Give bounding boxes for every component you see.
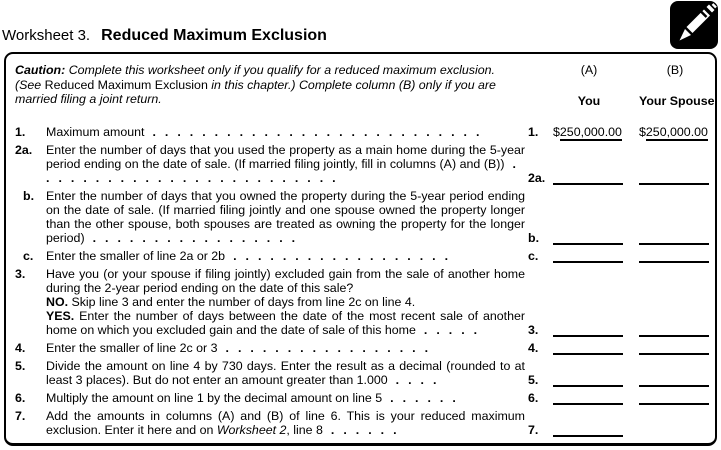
line-number: 4. <box>15 341 26 355</box>
paragraph-segment: Worksheet 2 <box>216 423 287 437</box>
answer-cell-b <box>639 324 711 337</box>
caution-text <box>15 63 496 106</box>
answer-area <box>525 391 713 405</box>
line-text <box>46 409 525 437</box>
column-sublabel-row <box>525 94 713 108</box>
entry-blank-a[interactable] <box>553 424 623 437</box>
dot-leader: .​.​.​.​.​. <box>330 423 406 437</box>
paragraph-segment: Enter the smaller of line 2c or 3 <box>46 341 218 355</box>
column-letter-row <box>525 63 713 77</box>
line-paragraph <box>46 125 525 139</box>
worksheet-row <box>15 249 713 263</box>
line-text <box>46 125 525 139</box>
line-text <box>46 359 525 387</box>
worksheet-row <box>15 409 713 437</box>
amount-number: 250,000.00 <box>559 125 622 139</box>
entry-blank-a[interactable] <box>553 392 623 405</box>
worksheet-row <box>15 143 713 185</box>
line-number: 2a. <box>15 143 33 157</box>
entry-blank-a[interactable] <box>553 250 623 263</box>
line-text <box>46 143 525 185</box>
paragraph-segment: Enter the number of days that you used the property as a main home during the 5-year period ending on the date of sale. (If married filing jointly, fill in columns (A) and (B)) <box>46 143 525 171</box>
paragraph-segment: NO. <box>46 295 69 309</box>
answer-line-number: 4. <box>528 341 539 355</box>
answer-line-number: b. <box>528 231 540 245</box>
answer-cell-a <box>553 250 625 263</box>
line-number: 3. <box>15 267 26 281</box>
paragraph-segment: , line 8 <box>286 423 323 437</box>
dollar-sign: $ <box>639 125 646 139</box>
worksheet-row <box>15 189 713 245</box>
dot-leader: .​.​.​.​.​.​.​.​.​.​.​.​.​.​.​.​.​.​.​.​.​.​.​.​.​.​. <box>152 125 489 139</box>
answer-cell-a <box>553 232 625 245</box>
paragraph-segment: Divide the amount on line 4 by 730 days. Enter the result as a decimal (rounded to at least 3 places). But do not enter an amount greater than 1.000 <box>46 359 525 387</box>
answer-line-number: 2a. <box>528 171 546 185</box>
amount-number: 250,000.00 <box>645 125 708 139</box>
worksheet-row <box>15 341 713 355</box>
paragraph-segment: YES. <box>46 309 75 323</box>
line-text <box>46 267 525 337</box>
dot-leader: .​.​.​.​.​.​.​.​.​.​.​.​.​.​.​.​.​.​.​.​.​.​.​.​. <box>46 157 525 185</box>
dot-leader: .​.​.​.​. <box>423 323 487 337</box>
line-number: 7. <box>15 409 26 423</box>
dot-leader: .​.​.​.​.​.​.​.​.​.​.​.​.​.​.​.​. <box>225 341 438 355</box>
answer-area <box>525 323 713 337</box>
line-paragraph <box>46 295 525 309</box>
amount-value-a <box>553 125 622 139</box>
amount-value-b <box>639 125 708 139</box>
entry-blank-b[interactable] <box>639 324 709 337</box>
answer-cell-b <box>639 342 711 355</box>
line-text <box>46 249 525 263</box>
paragraph-segment: Skip line 3 and enter the number of days from line 2c on line 4. <box>68 295 416 309</box>
paragraph-segment: Enter the smaller of line 2a or 2b <box>46 249 226 263</box>
answer-line-number: 7. <box>528 423 539 437</box>
paragraph-segment: Add the amounts in columns (A) and (B) of line 6. This is your reduced maximum exclusion. Enter it here and on <box>46 409 525 437</box>
line-number: b. <box>23 189 35 203</box>
answer-area <box>525 249 713 263</box>
line-text <box>46 341 525 355</box>
answer-line-number: c. <box>528 249 539 263</box>
entry-blank-a[interactable] <box>553 374 623 387</box>
entry-blank-a[interactable] <box>553 342 623 355</box>
line-text <box>46 189 525 245</box>
answer-cell-b <box>639 374 711 387</box>
line-paragraph <box>46 391 525 405</box>
dollar-sign: $ <box>553 125 560 139</box>
answer-line-number: 1. <box>528 125 539 139</box>
entry-blank-a[interactable] <box>553 172 623 185</box>
answer-cell-a <box>553 342 625 355</box>
line-paragraph <box>46 249 525 263</box>
answer-cell-b <box>639 125 711 139</box>
line-number: 5. <box>15 359 26 373</box>
line-number: c. <box>23 249 34 263</box>
caution-segment: Reduced Maximum Exclusion <box>44 77 208 92</box>
answer-cell-a <box>553 374 625 387</box>
caution-segment: Complete this worksheet only if you qualify for a reduced maximum exclusion. (See <box>15 63 495 92</box>
column-a-label: (A) <box>580 63 598 77</box>
answer-area <box>525 423 713 437</box>
worksheet-box <box>4 52 717 446</box>
column-headers <box>525 63 713 108</box>
entry-blank-b[interactable] <box>639 232 709 245</box>
line-paragraph <box>46 189 525 245</box>
answer-area <box>525 373 713 387</box>
line-number: 6. <box>15 391 26 405</box>
answer-line-number: 3. <box>528 323 539 337</box>
line-paragraph <box>46 309 525 337</box>
answer-cell-a <box>553 424 625 437</box>
entry-blank-b[interactable] <box>639 250 709 263</box>
answer-area <box>525 231 713 245</box>
worksheet-row <box>15 359 713 387</box>
answer-line-number: 5. <box>528 373 539 387</box>
entry-blank-b[interactable] <box>639 374 709 387</box>
answer-cell-b <box>639 392 711 405</box>
dot-leader: .​.​.​.​.​.​.​.​.​.​.​.​.​.​.​.​.​. <box>233 249 458 263</box>
answer-area <box>525 171 713 185</box>
answer-cell-a <box>553 392 625 405</box>
dot-leader: .​.​.​. <box>395 373 446 387</box>
dot-leader: .​.​.​.​.​.​.​.​.​.​.​.​.​.​.​.​. <box>92 231 305 245</box>
caution-label: Caution: <box>15 63 66 77</box>
column-b-label: (B) <box>666 63 684 77</box>
worksheet-rows <box>15 125 713 437</box>
worksheet-row <box>15 267 713 337</box>
answer-area <box>525 341 713 355</box>
answer-cell-b <box>639 250 711 263</box>
line-paragraph <box>46 143 525 185</box>
worksheet-row <box>15 125 713 139</box>
paragraph-segment: Enter the number of days between the date of the most recent sale of another home on which you excluded gain and the date of sale of this home <box>46 309 525 337</box>
line-number: 1. <box>15 125 26 139</box>
caution-note <box>15 63 515 108</box>
paragraph-segment: Have you (or your spouse if filing jointly) excluded gain from the sale of another home during the 2-year period ending on the date of this sale? <box>46 267 525 295</box>
line-paragraph <box>46 267 525 295</box>
entry-blank-a[interactable] <box>553 232 623 245</box>
column-a-sublabel: You <box>577 94 601 108</box>
entry-blank-b[interactable] <box>639 392 709 405</box>
entry-blank-a[interactable] <box>553 324 623 337</box>
answer-cell-a <box>553 125 625 139</box>
answer-cell-a <box>553 324 625 337</box>
paragraph-segment: Maximum amount <box>46 125 145 139</box>
entry-blank-b[interactable] <box>639 342 709 355</box>
answer-cell-b <box>639 172 711 185</box>
answer-cell-a <box>553 172 625 185</box>
paragraph-segment: Multiply the amount on line 1 by the decimal amount on line 5 <box>46 391 383 405</box>
pencil-icon <box>670 1 718 49</box>
answer-cell-b <box>639 232 711 245</box>
caution-segment: in this chapter.) Complete column (B) only if you are married filing a joint return. <box>15 77 496 107</box>
line-text <box>46 391 525 405</box>
worksheet-number-label: Worksheet 3. <box>2 27 91 44</box>
worksheet-row <box>15 391 713 405</box>
worksheet-header <box>15 63 713 108</box>
line-paragraph <box>46 359 525 387</box>
entry-blank-b[interactable] <box>639 172 709 185</box>
line-paragraph <box>46 409 525 437</box>
dot-leader: .​.​.​.​.​. <box>390 391 465 405</box>
page-title <box>2 27 327 45</box>
paragraph-segment: Enter the number of days that you owned the property during the 5-year period ending on the date of sale. (If married filing jointly and one spouse owned the property longer than the other spouse, both spouses are treated as owning the property for the longer period) <box>46 189 525 245</box>
line-paragraph <box>46 341 525 355</box>
column-b-sublabel: Your Spouse <box>639 94 715 108</box>
worksheet-name: Reduced Maximum Exclusion <box>101 27 327 44</box>
answer-line-number: 6. <box>528 391 539 405</box>
answer-area <box>525 125 713 139</box>
